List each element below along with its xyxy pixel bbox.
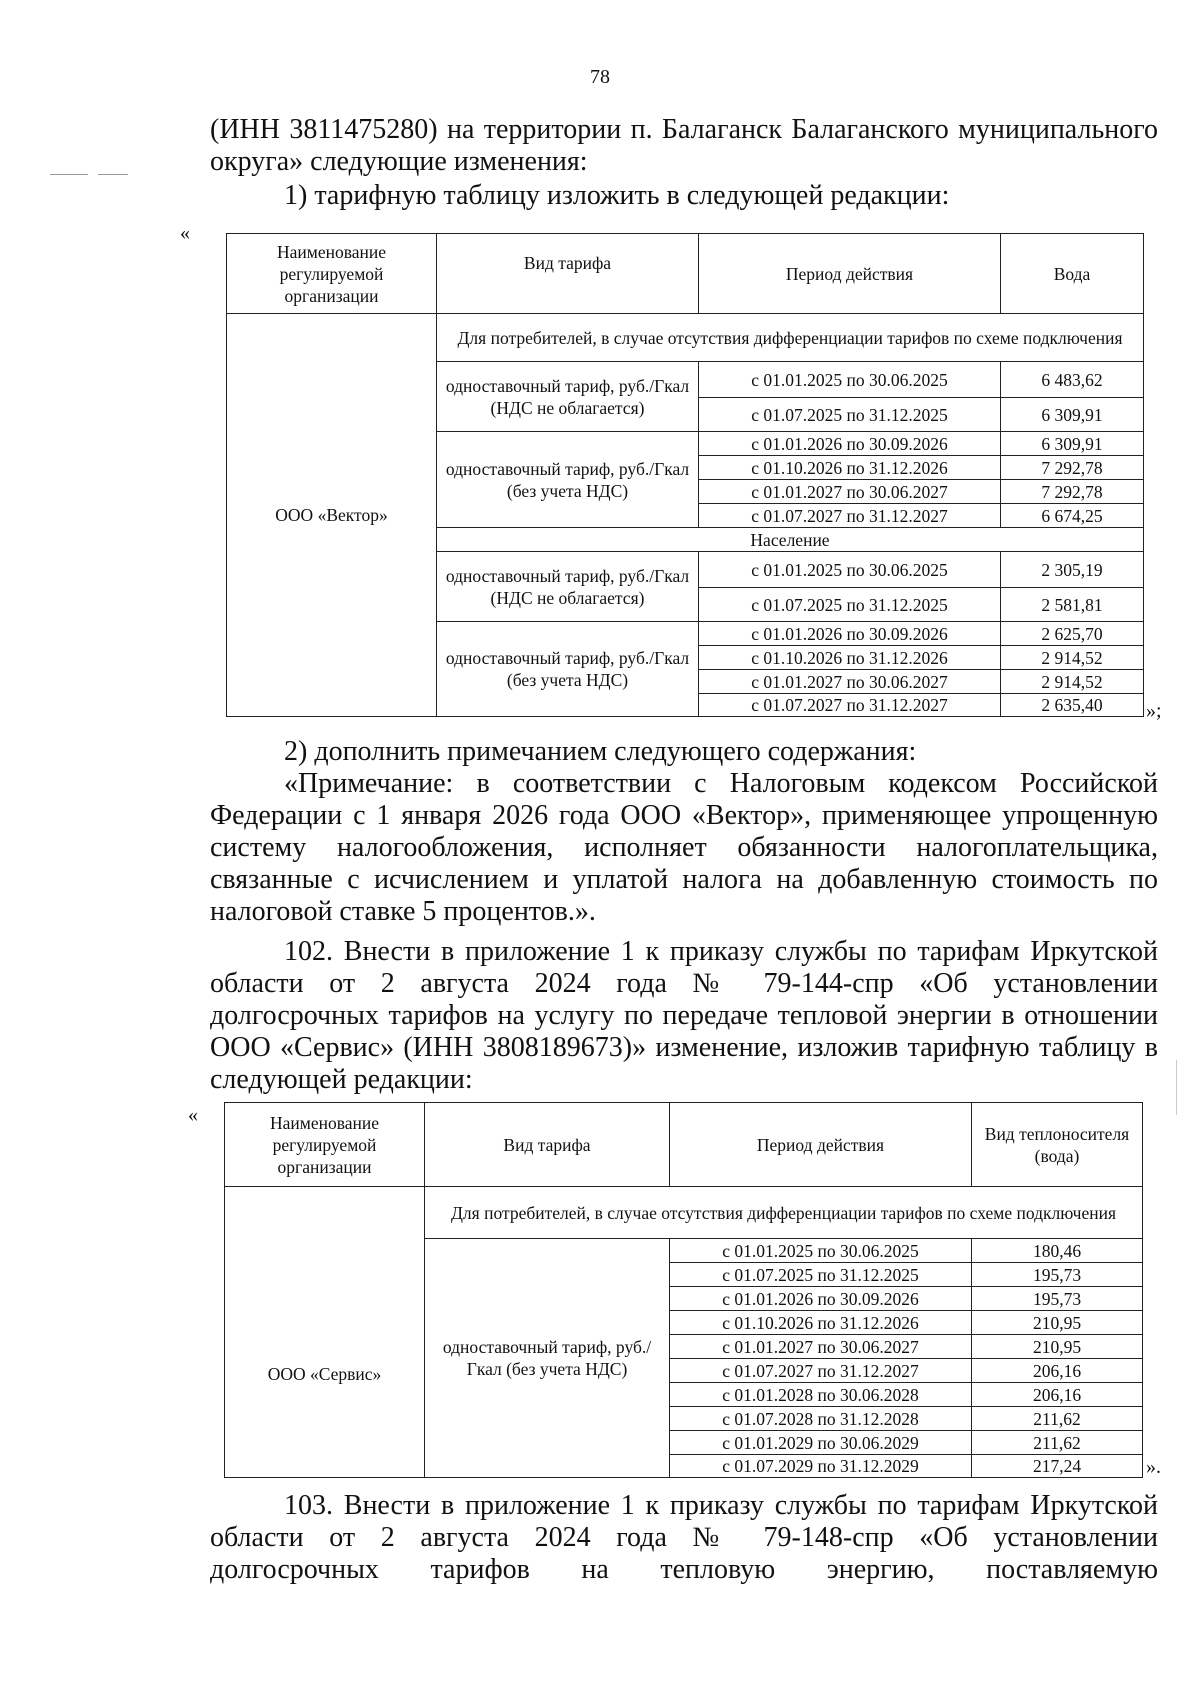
period-cell: с 01.01.2026 по 30.09.2026	[670, 1287, 972, 1311]
value-cell: 2 305,19	[1001, 552, 1144, 588]
p102-line-3: долгосрочных тарифов на услугу по передаче тепловой энергии в отношении	[210, 1000, 1158, 1031]
value-cell: 211,62	[972, 1431, 1143, 1455]
header-org: Наименование регулируемой организации	[227, 234, 437, 314]
intro-line-1: (ИНН 3811475280) на территории п. Балаганск Балаганского муниципального	[210, 114, 1158, 145]
period-cell: с 01.10.2026 по 31.12.2026	[699, 646, 1001, 670]
period-cell: с 01.07.2027 по 31.12.2027	[699, 504, 1001, 528]
tariff-table-servis	[224, 1102, 1143, 1478]
value-cell: 210,95	[972, 1335, 1143, 1359]
scan-artifact	[98, 174, 128, 175]
tariff-cell: одноставочный тариф, руб./Гкал (без учета НДС)	[425, 1239, 670, 1478]
quote-close-1: »;	[1146, 700, 1162, 722]
tariff-cell: одноставочный тариф, руб./Гкал (НДС не облагается)	[437, 362, 699, 432]
value-cell: 2 914,52	[1001, 670, 1144, 694]
value-cell: 210,95	[972, 1311, 1143, 1335]
header-org: Наименование регулируемой организации	[225, 1103, 425, 1187]
note-line-2: Федерации с 1 января 2026 года ООО «Вектор», применяющее упрощенную	[210, 800, 1158, 831]
p103-line-2: области от 2 августа 2024 года № 79-148-спр «Об установлении	[210, 1522, 1158, 1553]
period-cell: с 01.01.2026 по 30.09.2026	[699, 622, 1001, 646]
header-value: Вода	[1001, 234, 1144, 314]
quote-close-2: ».	[1146, 1456, 1161, 1478]
period-cell: с 01.01.2028 по 30.06.2028	[670, 1383, 972, 1407]
period-cell: с 01.07.2025 по 31.12.2025	[699, 398, 1001, 432]
header-tariff: Вид тарифа	[425, 1103, 670, 1187]
period-cell: с 01.01.2027 по 30.06.2027	[670, 1335, 972, 1359]
value-cell: 195,73	[972, 1287, 1143, 1311]
period-cell: с 01.10.2026 по 31.12.2026	[670, 1311, 972, 1335]
item-2-text: 2) дополнить примечанием следующего содержания:	[284, 736, 917, 767]
value-cell: 180,46	[972, 1239, 1143, 1263]
quote-open-1: «	[180, 222, 190, 244]
section-consumers: Для потребителей, в случае отсутствия дифференциации тарифов по схеме подключения	[425, 1187, 1143, 1239]
value-cell: 6 309,91	[1001, 432, 1144, 456]
intro-line-2: округа» следующие изменения:	[210, 146, 588, 177]
period-cell: с 01.01.2026 по 30.09.2026	[699, 432, 1001, 456]
p102-line-4: ООО «Сервис» (ИНН 3808189673)» изменение, изложив тарифную таблицу в	[210, 1032, 1158, 1063]
period-cell: с 01.01.2029 по 30.06.2029	[670, 1431, 972, 1455]
value-cell: 206,16	[972, 1359, 1143, 1383]
value-cell: 7 292,78	[1001, 456, 1144, 480]
p102-line-5: следующей редакции:	[210, 1064, 473, 1095]
section-consumers: Для потребителей, в случае отсутствия дифференциации тарифов по схеме подключения	[437, 314, 1144, 362]
section-population: Население	[437, 528, 1144, 552]
p102-line-1: 102. Внести в приложение 1 к приказу службы по тарифам Иркутской	[284, 936, 1158, 967]
p102-line-2: области от 2 августа 2024 года № 79-144-спр «Об установлении	[210, 968, 1158, 999]
scan-artifact	[50, 174, 88, 175]
value-cell: 2 581,81	[1001, 588, 1144, 622]
value-cell: 6 483,62	[1001, 362, 1144, 398]
value-cell: 211,62	[972, 1407, 1143, 1431]
page-number: 78	[590, 66, 610, 88]
tariff-cell: одноставочный тариф, руб./Гкал (без учета НДС)	[437, 432, 699, 528]
header-tariff: Вид тарифа	[437, 234, 699, 314]
org-name-cell: ООО «Вектор»	[227, 314, 437, 717]
header-value: Вид теплоносителя (вода)	[972, 1103, 1143, 1187]
header-period: Период действия	[670, 1103, 972, 1187]
note-line-1: «Примечание: в соответствии с Налоговым кодексом Российской	[284, 768, 1158, 799]
period-cell: с 01.01.2025 по 30.06.2025	[699, 362, 1001, 398]
quote-open-2: «	[188, 1104, 198, 1126]
value-cell: 6 309,91	[1001, 398, 1144, 432]
period-cell: с 01.07.2025 по 31.12.2025	[699, 588, 1001, 622]
org-name-cell: ООО «Сервис»	[225, 1187, 425, 1478]
value-cell: 195,73	[972, 1263, 1143, 1287]
period-cell: с 01.07.2029 по 31.12.2029	[670, 1455, 972, 1478]
period-cell: с 01.07.2028 по 31.12.2028	[670, 1407, 972, 1431]
period-cell: с 01.10.2026 по 31.12.2026	[699, 456, 1001, 480]
p103-line-1: 103. Внести в приложение 1 к приказу службы по тарифам Иркутской	[284, 1490, 1158, 1521]
header-period: Период действия	[699, 234, 1001, 314]
period-cell: с 01.07.2025 по 31.12.2025	[670, 1263, 972, 1287]
period-cell: с 01.01.2027 по 30.06.2027	[699, 480, 1001, 504]
tariff-cell: одноставочный тариф, руб./Гкал (без учета НДС)	[437, 622, 699, 717]
period-cell: с 01.07.2027 по 31.12.2027	[670, 1359, 972, 1383]
tariff-cell: одноставочный тариф, руб./Гкал (НДС не облагается)	[437, 552, 699, 622]
period-cell: с 01.01.2025 по 30.06.2025	[670, 1239, 972, 1263]
value-cell: 7 292,78	[1001, 480, 1144, 504]
value-cell: 2 635,40	[1001, 694, 1144, 717]
value-cell: 2 625,70	[1001, 622, 1144, 646]
value-cell: 206,16	[972, 1383, 1143, 1407]
tariff-table-vector	[226, 233, 1144, 717]
value-cell: 2 914,52	[1001, 646, 1144, 670]
p103-line-3: долгосрочных тарифов на тепловую энергию, поставляемую	[210, 1554, 1158, 1585]
note-line-4: связанные с исчислением и уплатой налога на добавленную стоимость по	[210, 864, 1158, 895]
value-cell: 6 674,25	[1001, 504, 1144, 528]
scan-artifact	[1176, 1060, 1177, 1115]
item-1-text: 1) тарифную таблицу изложить в следующей редакции:	[284, 180, 950, 211]
note-line-3: систему налогообложения, исполняет обязанности налогоплательщика,	[210, 832, 1158, 863]
note-line-5: налоговой ставке 5 процентов.».	[210, 896, 596, 927]
period-cell: с 01.07.2027 по 31.12.2027	[699, 694, 1001, 717]
period-cell: с 01.01.2027 по 30.06.2027	[699, 670, 1001, 694]
period-cell: с 01.01.2025 по 30.06.2025	[699, 552, 1001, 588]
value-cell: 217,24	[972, 1455, 1143, 1478]
